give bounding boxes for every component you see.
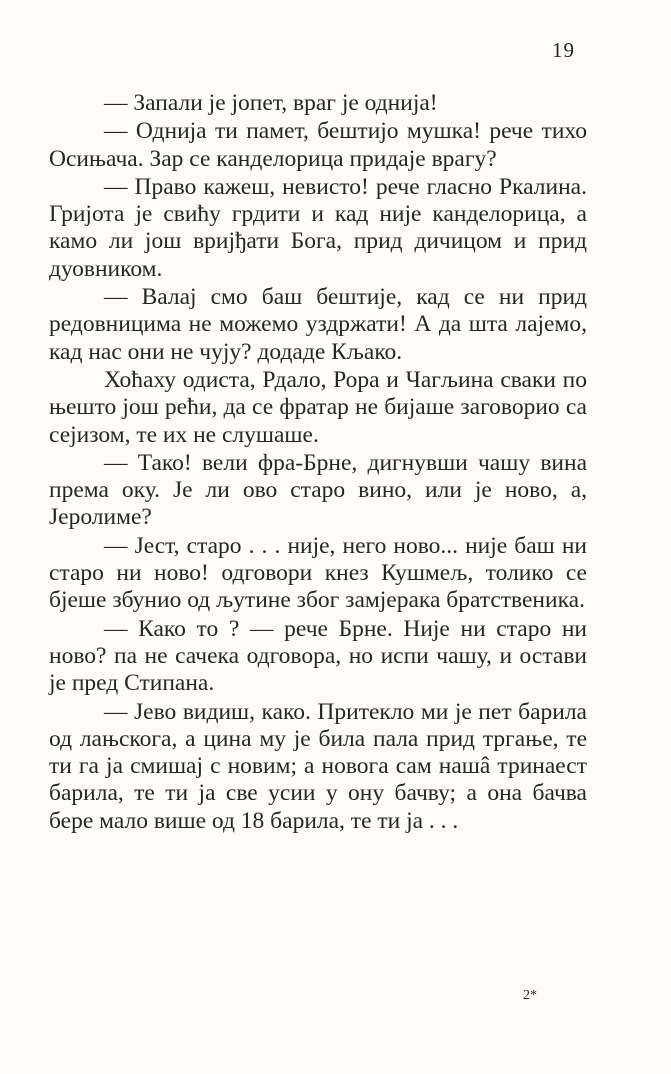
paragraph-1: — Запали је јопет, враг је однија! xyxy=(104,90,438,116)
page-number: 19 xyxy=(552,38,575,62)
signature-mark: 2* xyxy=(523,988,537,1003)
paragraph-4: — Валај смо баш бештије, кад се ни прид редовницима не можемо уздржати! А да шта лајемо, кад нас они не чују? додаде Кљако. xyxy=(49,284,587,365)
paragraph-3: — Право кажеш, невисто! рече гласно Ркалина. Гријота је свићу грдити и кад није канделорица, а камо ли још вријђати Бога, прид дичицом и прид дуовником. xyxy=(49,173,587,282)
paragraph-5: Хоћаху одиста, Рдало, Рора и Чагљина сваки по њешто још рећи, да се фратар не бијаше заговорио са сејизом, те их не слушаше. xyxy=(49,366,587,448)
paragraph-9: — Јево видиш, како. Притекло ми је пет барила од лањскога, а цина му је била пала прид тргање, те ти га ја смишај с новим; а новога сам нашâ тринаест барила, те ти ја све усии у ону бачву; а она бачва бере мало више од 18 барила, те ти ја . . . xyxy=(49,698,587,834)
paragraph-2: — Однија ти памет, бештијо мушка! рече тихо Осињача. Зар се канделорица придаје врагу? xyxy=(49,118,587,172)
body-text xyxy=(49,90,587,835)
paragraph-6: — Тако! вели фра-Брне, дигнувши чашу вина према оку. Је ли ово старо вино, или је ново, а, Јеролиме? xyxy=(49,449,587,531)
paragraph-7: — Јест, старо . . . није, него ново... није баш ни старо ни ново! одговори кнез Кушмељ, толико се бјеше збунио од љутине због замјерака братственика. xyxy=(49,532,587,614)
paragraph-8: — Како то ? — рече Брне. Није ни старо ни ново? па не сачека одговора, но испи чашу, и остави је пред Стипана. xyxy=(49,615,587,697)
